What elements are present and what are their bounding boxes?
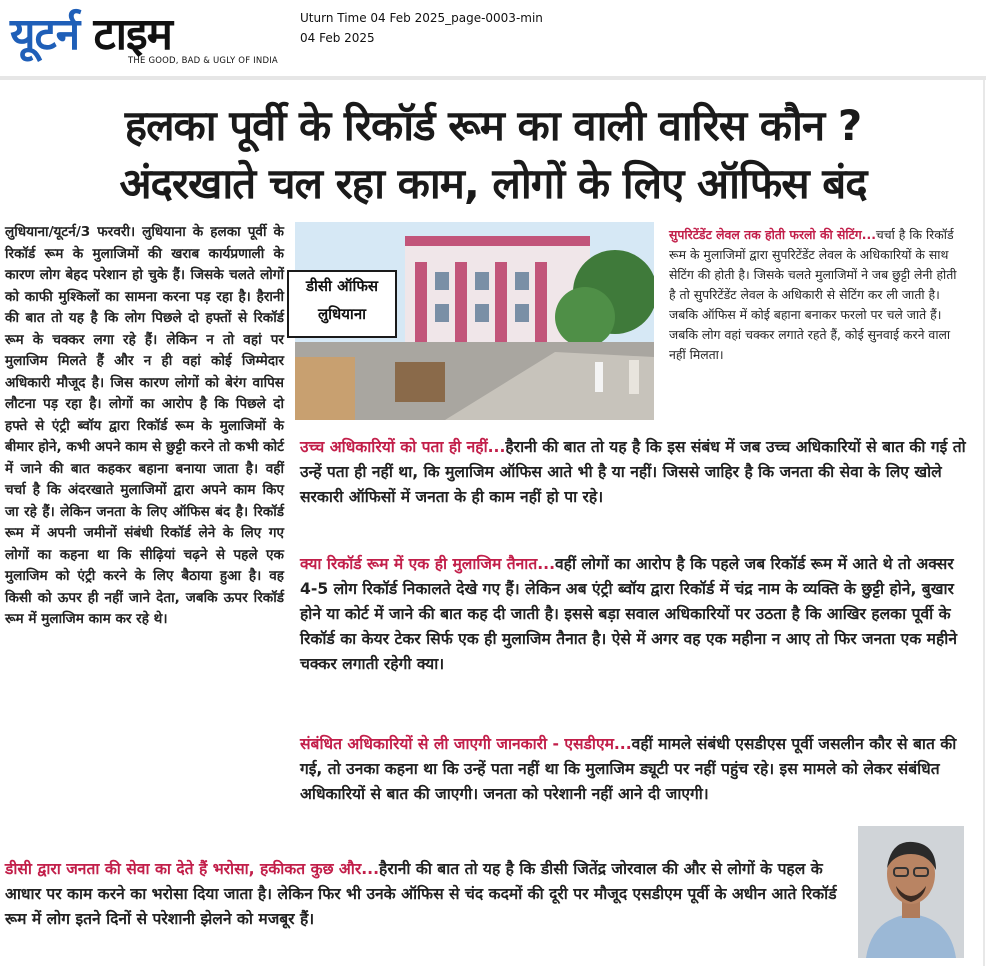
right-top-article [669,225,966,365]
right-top-lead: सुपरिटेंडेंट लेवल तक होती फरलो की सेटिंग... [669,227,876,242]
caption-line-2: लुधियाना [317,305,367,323]
masthead-divider [0,76,986,80]
section3-lead: संबंधित अधिकारियों से ली जाएगी जानकारी - एसडीएम... [300,735,632,753]
file-name: Uturn Time 04 Feb 2025_page-0003-min [300,11,543,25]
page-meta [300,8,543,48]
section2-lead: क्या रिकॉर्ड रूम में एक ही मुलाजिम तैनात... [300,555,555,573]
section3-text: वहीं मामले संबंधी एसडीएस पूर्वी जसलीन कौर से बात की गई, तो उनका कहना था कि उन्हें पता नहीं था कि मुलाजिम ड्यूटी पर नहीं पहुंच रहे। इस मामले को लेकर संबंधित अधिकारियों से बात की जाएगी। जनता को परेशानी नहीं आने दी जाएगी। [300,735,957,803]
masthead [0,0,986,76]
bottom-lead: डीसी द्वारा जनता की सेवा का देते हैं भरोसा, हकीकत कुछ और... [5,860,380,878]
bottom-article [5,857,851,932]
section-sdm-statement [300,732,966,807]
logo-tagline: THE GOOD, BAD & UGLY OF INDIA [128,56,278,66]
section-officials-unaware [300,435,966,510]
logo-text [10,2,172,62]
headline-line-2: अंदरखाते चल रहा काम, लोगों के लिए ऑफिस बंद [119,159,867,208]
logo-part-blue: यूटर्न [10,9,80,60]
portrait-illustration [858,826,964,958]
photo-caption [287,270,397,338]
page-edge-line [983,80,985,966]
bottom-text: हैरानी की बात तो यह है कि डीसी जितेंद्र जोरवाल की और से लोगों के पहल के आधार पर काम करने का भरोसा दिया जाता है। लेकिन फिर भी उनके ऑफिस से चंद कदमों की दूरी पर मौजूद एसडीएम पूर्वी के अधीन आते रिकॉर्ड रूम में लोग इतने दिनों से परेशानी झेलने को मजबूर हैं। [5,860,837,928]
section2-text: वहीं लोगों का आरोप है कि पहले जब रिकॉर्ड रूम में आते थे तो अक्सर 4-5 लोग रिकॉर्ड निकालते देखे गए हैं। लेकिन अब एंट्री ब्वॉय द्वारा रिकॉर्ड में चंद्र नाम के व्यक्ति के छुट्टी होने, बुखार होने या कोर्ट में जाने की बात कह दी जाती है। इससे बड़ा सवाल अधिकारियों पर उठता है कि आखिर हलका पूर्वी के रिकॉर्ड का केयर टेकर सिर्फ एक ही मुलाजिम तैनात है। ऐसे में अगर वह एक महीना न आए तो फिर जनता एक महीने चक्कर लगाती रहेगी क्या। [300,555,957,673]
left-column-article: लुधियाना/यूटर्न/3 फरवरी। लुधियाना के हलका पूर्वी के रिकॉर्ड रूम के मुलाजिमों की खराब कार्यप्रणाली के कारण लोग बेहद परेशान हो चुके हैं। जिसके चलते लोगों को काफी मुश्किलों का सामना करना पड़ रहा है। हैरानी की बात तो यह है कि लोग पिछले दो हफ्तों से रिकॉर्ड रूम के चक्कर लगा रहे हैं। लेकिन न तो वहां पर मुलाजिम मिलते हैं और न ही वहां कोई जिम्मेदार अधिकारी मौजूद है। जिस कारण लोगों को बेरंग वापिस लौटना पड़ रहा है। लोगों का आरोप है कि पिछले दो हफ्ते से एंट्री ब्वॉय द्वारा रिकॉर्ड रूम के मुलाजिमों के बीमार होने, कभी अपने काम से छुट्टी करने तो कभी कोर्ट में जाने की बात कहकर बहाना बनाया जाता है। वहीं चर्चा है कि अंदरखाते मुलाजिमों द्वारा अपने काम किए जा रहे हैं। लेकिन जनता के लिए ऑफिस बंद है। रिकॉर्ड रूम में अपनी जमीनों संबंधी रिकॉर्ड लेने के लिए गए लोगों का कहना था कि सीढ़ियां चढ़ने से पहले एक मुलाजिम को एंट्री करने के लिए बैठाया हुआ है। वह किसी को ऊपर ही नहीं जाने देता, जबकि ऊपर रिकॉर्ड रूम में मुलाजिम काम कर रहे थे। [5,224,284,627]
newspaper-logo [10,6,295,68]
section1-lead: उच्च अधिकारियों को पता ही नहीं... [300,438,506,456]
section-single-employee [300,552,966,677]
right-top-text: चर्चा है कि रिकॉर्ड रूम के मुलाजिमों द्वारा सुपरिटेंडेंट लेवल के अधिकारियों के साथ सेटिंग की होती है। जिसके चलते मुलाजिमों ने जब छुट्टी लेनी होती है तो सुपरिटेंडेंट लेवल के अधिकारी से सेटिंग कर ली जाती है। जबकि ऑफिस में कोई बहाना बनाकर फरलो पर चले जाते हैं। जबकि लोग वहां चक्कर लगाते रहते हैं, कोई सुनवाई करने वाला नहीं मिलता। [669,227,957,362]
headline-line-1: हलका पूर्वी के रिकॉर्ड रूम का वाली वारिस कौन ? [124,101,862,150]
caption-line-1: डीसी ऑफिस [305,277,379,295]
section1-text: हैरानी की बात तो यह है कि इस संबंध में जब उच्च अधिकारियों से बात की गई तो उन्हें पता ही नहीं था, कि मुलाजिम ऑफिस आते भी है या नहीं। जिससे जाहिर है कि जनता की सेवा के लिए खोले सरकारी ऑफिसों में जनता के ही काम नहीं हो पा रहे। [300,438,966,506]
official-portrait-photo [858,826,964,958]
logo-part-black: टाइम [93,9,172,60]
issue-date: 04 Feb 2025 [300,31,375,45]
